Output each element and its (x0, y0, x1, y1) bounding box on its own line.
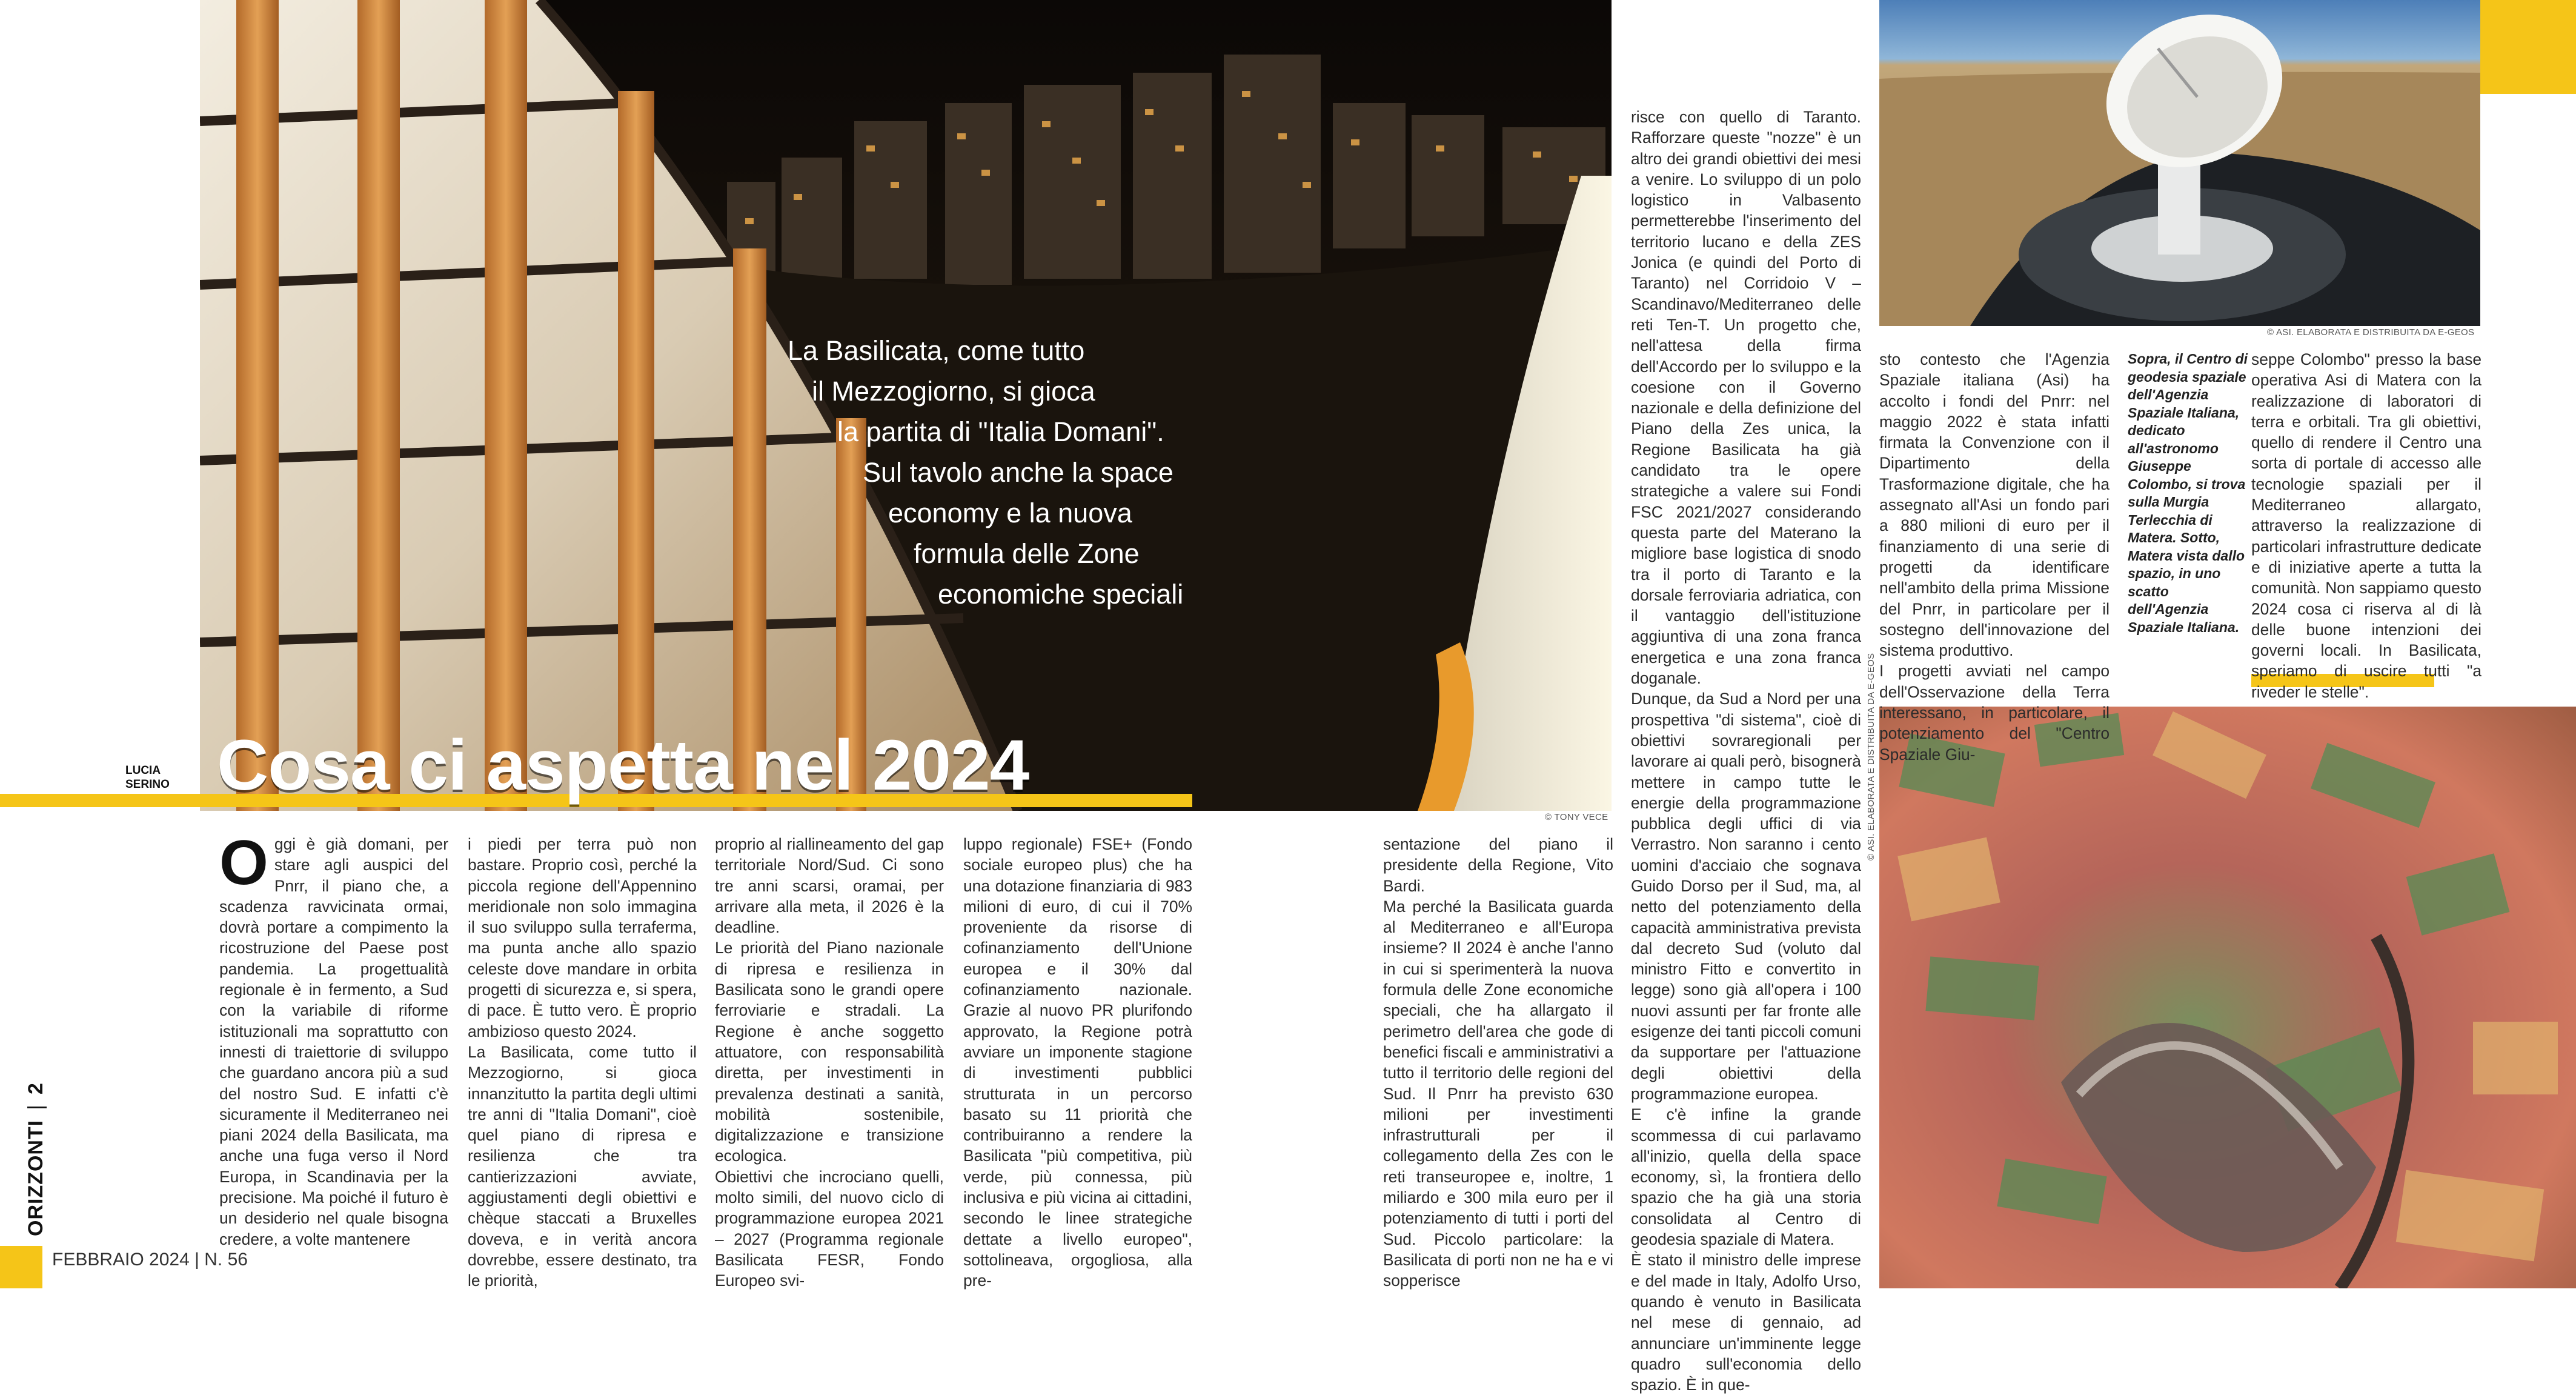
body-column-1 (219, 828, 448, 1250)
pull-quote (788, 330, 1183, 614)
quote-line: il Mezzogiorno, si gioca (812, 376, 1095, 407)
dish-photo (1879, 0, 2480, 326)
body-paragraph: risce con quello di Taranto. Rafforzare queste "nozze" è un altro dei grandi obiettivi dei mesi a venire. Lo sviluppo di un polo logistico in Valbasento permetterebbe l'inserimento del territorio lucano e della ZES Jonica (e quindi del Porto di Taranto) nel Corridoio V – Scandinavo/Mediterraneo delle reti Ten-T. Un progetto che, nell'attesa della firma dell'Accordo per lo sviluppo e la coesione con il Governo nazionale e della definizione del Piano della Zes unica, la Regione Basilicata ha già candidato tra le opere strategiche a valere sui Fondi FSC 2021/2027 considerando questa parte del Materano la migliore base logistica di snodo tra il porto di Taranto e la dorsale ferroviaria adriatica, con il vantaggio dell'istituzione aggiuntiva di una zona franca energetica e una zona franca doganale. (1631, 108, 1861, 688)
section-label (24, 1082, 48, 1236)
photo-caption: Sopra, il Centro di geodesia spaziale dell'Agenzia Spaziale Italiana, dedicato all'astronomo Giuseppe Colombo, si trova sulla Murgia Terlecchia di Matera. Sotto, Matera vista dallo spazio, in uno scatto dell'Agenzia Spaziale Italiana. (2128, 351, 2248, 635)
body-paragraph: Obiettivi che incrociano quelli, molto simili, del nuovo ciclo di programmazione europea 2021 – 2027 (Programma regionale Basilicata FESR, Fondo Europeo svi- (715, 1167, 944, 1290)
body-column-3 (715, 834, 944, 1291)
drop-cap: O (219, 828, 268, 898)
body-paragraph: I progetti avviati nel campo dell'Osservazione della Terra interessano, in particolare, il potenziamento del "Centro Spaziale Giu- (1879, 662, 2110, 764)
author-byline (125, 764, 170, 791)
author-last-name: SERINO (125, 778, 170, 791)
body-paragraph: Le priorità del Piano nazionale di ripresa e resilienza in Basilicata sono le grandi opere ferroviarie e stradali. La Regione è anche soggetto attuatore, con responsabilità diretta, per investimenti in prevalenza destinati a sanità, mobilità sostenibile, digitalizzazione e transizione ecologica. (715, 939, 944, 1165)
body-paragraph: È stato il ministro delle imprese e del made in Italy, Adolfo Urso, quando è venuto in Basilicata nel mese di gennaio, ad annunciare un'imminente legge quadro sull'economia dello spazio. È in que- (1631, 1251, 1861, 1394)
body-paragraph: E c'è infine la grande scommessa di cui parlavamo all'inizio, quella della space economy, sì, la frontiera dello spazio che ha già una storia consolidata al Centro di geodesia spaziale di Matera. (1631, 1105, 1861, 1249)
quote-line: formula delle Zone (914, 538, 1140, 569)
body-paragraph: luppo regionale) FSE+ (Fondo sociale europeo plus) che ha una dotazione finanziaria di 983 milioni di euro, di cui il 70% proveniente da risorse di cofinanziamento dell'Unione europea e il 30% dal cofinanziamento nazionale. Grazie al nuovo PR plurifondo approvato, la Regione potrà avviare un imponente stagione di investimenti pubblici strutturata in un percorso basato su 11 priorità che contribuiranno a rendere la Basilicata "più competitiva, più verde, più connessa, più inclusiva e più vicina ai cittadini, secondo le linee strategiche dettate a livello europeo", sottolineava, orgogliosa, alla pre- (963, 835, 1192, 1290)
folio: FEBBRAIO 2024 | N. 56 (52, 1250, 248, 1270)
dish-photo-art (1879, 0, 2480, 326)
dish-photo-credit: © ASI. ELABORATA E DISTRIBUITA DA E-GEOS (2267, 327, 2475, 338)
body-paragraph: sentazione del piano il presidente della Regione, Vito Bardi. (1383, 835, 1613, 895)
body-paragraph: seppe Colombo" presso la base operativa Asi di Matera con la realizzazione di laboratori di terra e orbitali. Tra gli obiettivi, quello di rendere il Centro una sorta di portale di accesso alle tecnologie spaziali per il Mediterraneo allargato, attraverso la realizzazione di particolari infrastrutture dedicate e di iniziative aperte a tutta la comunità. Non sappiamo questo 2024 cosa ci riserva al di là delle buone intenzioni dei governi locali. In Basilicata, speriamo di uscire tutti "a riveder le stelle". (2251, 350, 2481, 701)
body-column-5 (1383, 834, 1613, 1291)
section-name: ORIZZONTI (24, 1119, 47, 1236)
corner-accent (2480, 0, 2576, 94)
satellite-photo-art (1879, 707, 2576, 1288)
folio-accent (0, 1246, 42, 1288)
body-paragraph: La Basilicata, come tutto il Mezzogiorno, si gioca innanzitutto la partita degli ultimi tre anni di "Italia Domani", cioè quel piano di ripresa e resilienza che tra cantierizzazioni avviate, aggiustamenti degli obiettivi e chèque staccati a Bruxelles doveva, e in verità ancora dovrebbe, essere destinato, tra le priorità, (468, 1042, 697, 1290)
quote-line: economiche speciali (938, 579, 1184, 610)
section-divider: | (24, 1104, 47, 1110)
body-column-8 (2251, 349, 2481, 702)
body-paragraph: proprio al riallineamento del gap territoriale Nord/Sud. Ci sono tre anni scarsi, oramai, per arrivare alla meta, il 2026 è la deadline. (715, 835, 944, 937)
body-text: ggi è già domani, per stare agli auspici del Pnrr, il piano che, a scadenza ravvicinata ormai, dovrà portare a compimento la ricostruzione del Paese post pandemia. La progettualità regionale è in fermento, a Sud con la variabile di riforme istituzionali ma soprattutto con innesti di traiettorie di sviluppo che guardano ancora più a sud del nostro Sud. E infatti c'è sicuramente il Mediterraneo nei piani 2024 della Basilicata, ma anche una fuga verso il Nord Europa, in Scandinavia per la precisione. Ma poiché il futuro è un desiderio nel quale bisogna credere, a volte mantenere (219, 835, 448, 1248)
section-page-number: 2 (24, 1082, 47, 1094)
body-column-2 (468, 834, 697, 1291)
quote-line: la partita di "Italia Domani". (837, 416, 1164, 447)
body-column-7 (1879, 349, 2110, 765)
body-paragraph: Ma perché la Basilicata guarda al Mediterraneo e all'Europa insieme? Il 2024 è anche l'anno in cui si sperimenterà la nuova formula delle Zone economiche speciali, che ha allargato il perimetro dell'area che gode di benefici fiscali e amministrativi a tutto il territorio delle regioni del Sud. Il Pnrr ha previsto 630 milioni per investimenti infrastrutturali per il collegamento della Zes con le reti transeuropee e, inoltre, 1 miliardo e 300 mila euro per il potenziamento di tutti i porti del Sud. Piccolo particolare: la Basilicata di porti non ne ha e vi sopperisce (1383, 897, 1613, 1290)
satellite-photo (1879, 707, 2576, 1288)
quote-line: economy e la nuova (888, 498, 1132, 528)
body-paragraph: Dunque, da Sud a Nord per una prospettiva "di sistema", cioè di obiettivi sovraregionali per lavorare ai quali però, bisognerà mettere in campo tutte le energie della programmazione pubblica degli uffici di via Verrastro. Non saranno i cento uomini d'acciaio che sognava Guido Dorso per il Sud, ma, al netto del potenziamento della capacità amministrativa prevista dal decreto Sud (voluto dal ministro Fitto e convertito in legge) sono già all'opera i 100 nuovi assunti per far fronte alle esigenze dei tanti piccoli comuni da supportare per l'attuazione degli obiettivi della programmazione europea. (1631, 690, 1861, 1103)
hero-photo-credit: © TONY VECE (1545, 812, 1608, 822)
author-first-name: LUCIA (125, 764, 161, 777)
body-paragraph: i piedi per terra può non bastare. Proprio così, perché la piccola regione dell'Appennino meridionale non solo immagina il suo sviluppo sulla terraferma, ma punta anche allo spazio celeste dove mandare in orbita progetti di sicurezza e, si spera, di pace. È tutto vero. È proprio ambizioso questo 2024. (468, 835, 697, 1040)
body-column-4 (963, 834, 1192, 1291)
body-column-6 (1631, 107, 1861, 1395)
quote-line: Sul tavolo anche la space (863, 457, 1173, 488)
quote-line: La Basilicata, come tutto (788, 335, 1085, 366)
satellite-photo-credit: © ASI. ELABORATA E DISTRIBUITA DA E-GEOS (1866, 653, 1876, 861)
headline: Cosa ci aspetta nel 2024 (217, 725, 1029, 805)
body-paragraph: sto contesto che l'Agenzia Spaziale italiana (Asi) ha accolto i fondi del Pnrr: nel maggio 2022 è stata infatti firmata la Convenzione con il Dipartimento della Trasformazione digitale, che ha assegnato all'Asi un fondo pari a 880 milioni di euro per il finanziamento di una serie di progetti da identificare nell'ambito della prima Missione del Pnrr, in particolare per il sostegno dell'innovazione del sistema produttivo. (1879, 350, 2110, 660)
